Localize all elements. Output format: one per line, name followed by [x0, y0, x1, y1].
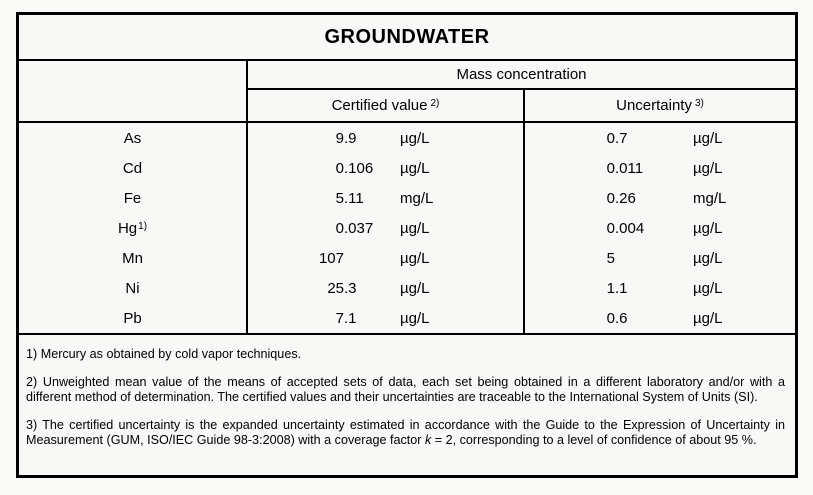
value-fraction: .1	[344, 309, 357, 327]
value-unit: µg/L	[400, 159, 430, 177]
footnote-text: 2) Unweighted mean value of the means of accepted sets of data, each set being obtained in a different laboratory and/or with a different method of determination. The certified values and their uncertainties are traceable to the International System of Units (SI).	[26, 374, 785, 405]
table-title: GROUNDWATER	[324, 25, 490, 48]
column-header-label: Uncertainty	[616, 97, 692, 114]
certified-value-cell	[248, 273, 525, 303]
certified-value-cell	[248, 243, 525, 273]
value-integer: 25	[327, 279, 344, 297]
value-integer: 9	[335, 129, 344, 147]
footnote-3	[26, 418, 785, 449]
uncertainty-value-cell	[525, 303, 795, 333]
coverage-factor-k: k	[424, 433, 432, 448]
table-row	[19, 123, 795, 153]
value-integer: 0	[335, 159, 344, 177]
uncertainty-value-cell	[525, 123, 795, 153]
value-integer: 5	[606, 249, 615, 267]
value-integer: 7	[335, 309, 344, 327]
value-unit: µg/L	[693, 159, 723, 177]
element-symbol: Cd	[122, 159, 143, 177]
element-symbol: Fe	[123, 189, 142, 207]
uncertainty-value-cell	[525, 213, 795, 243]
element-symbol: Ni	[125, 279, 140, 297]
footnote-marker-2: 2)	[430, 98, 440, 109]
element-cell	[19, 273, 248, 303]
certified-values-table	[16, 12, 798, 478]
value-unit: µg/L	[693, 129, 723, 147]
certified-value-cell	[248, 153, 525, 183]
value-integer: 0	[606, 129, 615, 147]
value-integer: 107	[318, 249, 344, 267]
value-integer: 0	[606, 159, 615, 177]
value-integer: 0	[606, 309, 615, 327]
column-header-certified-value	[248, 90, 525, 121]
element-cell	[19, 303, 248, 333]
value-fraction: .3	[344, 279, 357, 297]
value-unit: µg/L	[400, 249, 430, 267]
table-row	[19, 273, 795, 303]
value-integer: 1	[606, 279, 615, 297]
table-row	[19, 213, 795, 243]
value-unit: µg/L	[400, 309, 430, 327]
element-symbol: Pb	[123, 309, 142, 327]
uncertainty-value-cell	[525, 153, 795, 183]
footnote-text: 3) The certified uncertainty is the expanded uncertainty estimated in accordance with the Guide to the Expression of Uncertainty in Measurement (GUM, ISO/IEC Guide 98-3:2008) with a coverage factor	[26, 417, 785, 448]
element-cell	[19, 243, 248, 273]
footnote-marker-3: 3)	[694, 98, 704, 109]
element-symbol: Hg	[117, 219, 138, 237]
value-integer: 0	[335, 219, 344, 237]
value-unit: mg/L	[400, 189, 434, 207]
footnote-text: = 2, corresponding to a level of confidence of about 95 %.	[431, 433, 757, 448]
uncertainty-value-cell	[525, 183, 795, 213]
value-fraction: .7	[615, 129, 628, 147]
value-unit: µg/L	[693, 279, 723, 297]
uncertainty-value-cell	[525, 243, 795, 273]
uncertainty-value-cell	[525, 273, 795, 303]
value-fraction: .106	[344, 159, 374, 177]
table-row	[19, 243, 795, 273]
table-row	[19, 153, 795, 183]
group-header-mass-concentration	[248, 61, 795, 90]
value-fraction: .011	[615, 159, 644, 177]
element-cell	[19, 123, 248, 153]
element-cell	[19, 183, 248, 213]
table-header	[19, 61, 795, 123]
group-header-label: Mass concentration	[456, 66, 587, 83]
element-footnote-marker: 1)	[138, 220, 148, 232]
column-header-uncertainty	[525, 90, 795, 121]
certified-value-cell	[248, 213, 525, 243]
value-unit: µg/L	[693, 219, 723, 237]
value-unit: µg/L	[693, 309, 723, 327]
value-unit: µg/L	[400, 219, 430, 237]
value-fraction: .11	[344, 189, 364, 207]
column-header-label: Certified value	[331, 97, 428, 114]
value-integer: 0	[606, 189, 615, 207]
footnote-2	[26, 375, 785, 406]
footnote-text: 1) Mercury as obtained by cold vapor techniques.	[26, 347, 302, 361]
certified-value-cell	[248, 303, 525, 333]
table-row	[19, 303, 795, 333]
value-unit: µg/L	[693, 249, 723, 267]
table-body	[19, 123, 795, 335]
footnote-1	[26, 347, 785, 363]
element-symbol: Mn	[122, 249, 143, 267]
certified-value-cell	[248, 183, 525, 213]
value-fraction: .26	[615, 189, 636, 207]
certified-value-cell	[248, 123, 525, 153]
element-cell	[19, 213, 248, 243]
value-unit: µg/L	[400, 279, 430, 297]
table-title-row	[19, 15, 795, 61]
table-row	[19, 183, 795, 213]
value-fraction: .6	[615, 309, 628, 327]
value-unit: mg/L	[693, 189, 727, 207]
value-fraction: .037	[344, 219, 374, 237]
value-integer: 0	[606, 219, 615, 237]
value-unit: µg/L	[400, 129, 430, 147]
value-fraction: .004	[615, 219, 645, 237]
element-cell	[19, 153, 248, 183]
value-fraction: .1	[615, 279, 628, 297]
element-symbol: As	[123, 129, 142, 147]
empty-header-cell	[19, 61, 248, 121]
footnotes-section	[19, 335, 795, 475]
value-fraction: .9	[344, 129, 357, 147]
value-integer: 5	[335, 189, 344, 207]
